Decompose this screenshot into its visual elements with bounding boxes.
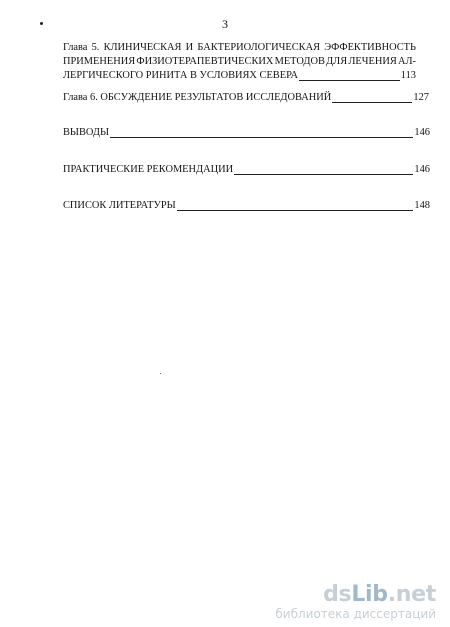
toc-recommendations-title: ПРАКТИЧЕСКИЕ РЕКОМЕНДАЦИИ xyxy=(63,164,234,175)
toc-chapter6 xyxy=(63,91,429,104)
watermark-subtitle: библиотека диссертаций xyxy=(275,607,436,621)
toc-chapter5-page: 113 xyxy=(400,70,416,81)
toc-chapter5-line3 xyxy=(63,69,416,82)
watermark xyxy=(275,583,436,621)
toc-chapter5-line1: Глава 5. КЛИНИЧЕСКАЯ И БАКТЕРИОЛОГИЧЕСКАЯ ЭФФЕКТИВНОСТЬ xyxy=(63,42,416,53)
toc-references-title: СПИСОК ЛИТЕРАТУРЫ xyxy=(63,200,176,211)
watermark-logo: dsLib.net xyxy=(323,582,436,607)
toc-chapter6-title: Глава 6. ОБСУЖДЕНИЕ РЕЗУЛЬТАТОВ ИССЛЕДОВАНИЙ xyxy=(63,92,332,103)
toc-conclusions xyxy=(63,126,430,139)
leader-line xyxy=(299,71,400,81)
toc-recommendations xyxy=(63,163,430,176)
toc-chapter5-title-end: ЛЕРГИЧЕСКОГО РИНИТА В УСЛОВИЯХ СЕВЕРА xyxy=(63,70,299,81)
toc-chapter5-line2: ПРИМЕНЕНИЯ ФИЗИОТЕРАПЕВТИЧЕСКИХ МЕТОДОВ ДЛЯ ЛЕЧЕНИЯ АЛ- xyxy=(63,56,416,67)
page-number: 3 xyxy=(222,17,228,31)
toc-references xyxy=(63,199,430,212)
toc-references-page: 148 xyxy=(414,200,430,211)
leader-line xyxy=(110,128,413,138)
toc-chapter6-page: 127 xyxy=(413,92,429,103)
toc-recommendations-page: 146 xyxy=(414,164,430,175)
leader-line xyxy=(332,93,412,103)
scan-speck xyxy=(160,373,161,374)
toc-conclusions-page: 146 xyxy=(414,127,430,138)
leader-line xyxy=(234,165,413,175)
toc-conclusions-title: ВЫВОДЫ xyxy=(63,127,110,138)
leader-line xyxy=(177,201,414,211)
